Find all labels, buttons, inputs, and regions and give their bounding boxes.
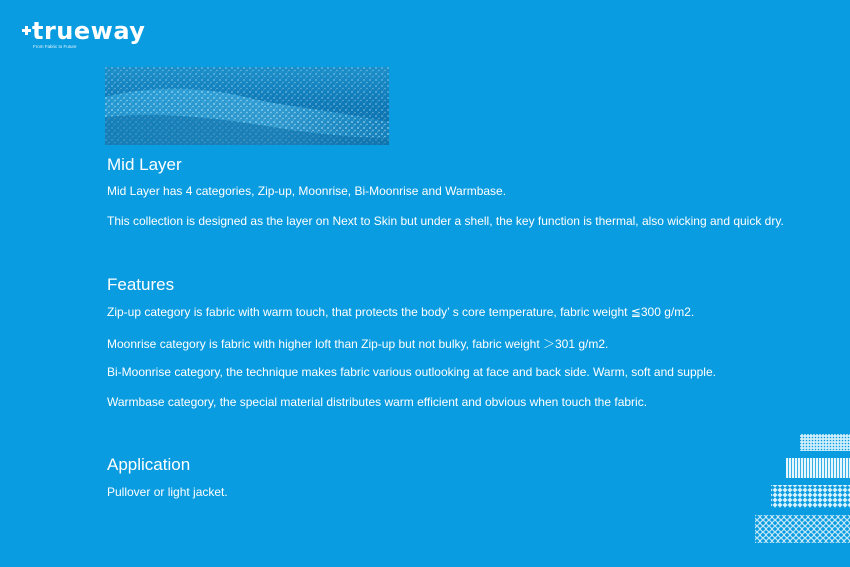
- section-title-features: Features: [107, 275, 175, 294]
- swatch-4: [755, 515, 850, 543]
- swatch-1: [800, 434, 850, 451]
- mid-layer-line-1: Mid Layer has 4 categories, Zip-up, Moonrise, Bi-Moonrise and Warmbase.: [107, 184, 507, 198]
- brand-logo: [22, 17, 147, 52]
- brand-tagline: From Fabric to Future: [33, 44, 77, 49]
- section-title-mid-layer: Mid Layer: [107, 155, 182, 174]
- features-line-zip-up: Zip-up category is fabric with warm touch, that protects the body’ s core temperature, fabric weight ≦300 g/m2.: [107, 305, 695, 319]
- fabric-banner-image: [105, 67, 389, 145]
- logo-cross-icon: [22, 26, 31, 35]
- fabric-swatch-stack: [700, 430, 850, 550]
- features-line-moonrise: Moonrise category is fabric with higher loft than Zip-up but not bulky, fabric weight ＞301 g/m2.: [107, 337, 609, 351]
- application-line-1: Pullover or light jacket.: [107, 485, 228, 499]
- features-line-bi-moonrise: Bi-Moonrise category, the technique makes fabric various outlooking at face and back side. Warm, soft and supple.: [107, 365, 716, 379]
- brand-name: trueway: [32, 17, 146, 45]
- mid-layer-line-2: This collection is designed as the layer on Next to Skin but under a shell, the key function is thermal, also wicking and quick dry.: [107, 214, 784, 228]
- features-line-warmbase: Warmbase category, the special material distributes warm efficient and obvious when touch the fabric.: [107, 395, 648, 409]
- section-title-application: Application: [107, 455, 191, 474]
- swatch-3: [771, 485, 850, 508]
- swatch-2: [786, 458, 850, 478]
- fabric-texture-image: [105, 67, 389, 145]
